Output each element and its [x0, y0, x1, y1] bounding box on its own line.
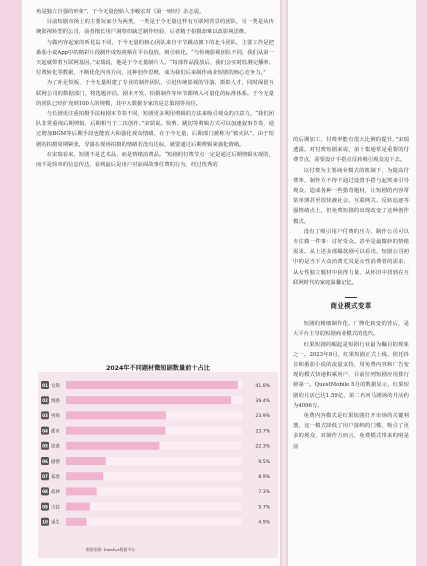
category-label: 古装 — [51, 505, 60, 511]
paragraph: 与做内容起家的听花岛不同，于今无量的核心团队来自字节跳动旗下的北斗团队，主要工作是把番茄小说App中的精彩片段制作成短视频在平台投放，吸引转化。“与传统影视团队不同，我们从第一天起就带着互联网基因。”宋瑞说，他是于今无量制片人。“每部作品投放后，我们会实时监测完播率、付费转化等数据，不断优化内容方向，这种创作思维，成为我们后来制作商业短剧的核心竞争力。” — [36, 39, 274, 77]
paragraph: 与长剧更注重拍摄手法和剧本节奏不同，短剧更多利用剪辑的方法来吸引观众的注意力。“我们团队非常重视后期剪辑，后期相当于二次创作。”宋瑞说。快剪、跳切等剪辑方式可以加速叙事节奏，通过增加BGM等后期手段也能放大和强化观众情绪。在于今无量，后期部门被称为“救火队”，由于短剧的拍摄周期紧张，导演在现场拍摄的情绪若没有达标，就要通过后期剪辑来强化情绪。 — [36, 111, 274, 148]
rank-label: 10 — [42, 519, 48, 525]
category-label: 家庭 — [51, 475, 60, 480]
paragraph: 为了补足短板，于今无量组建了专业的制作团队，引进传统影视的导演、摄影人才，同时保留互联网公司的数据部门，将选题评估、剧本开发、拍摄制作等环节都纳入可量化的标准体系。于今无量的团队已经扩充到100人的规模，其中大数据专家的是总策剧等岗位。 — [36, 80, 274, 107]
category-label: 逆袭 — [51, 444, 60, 450]
paragraph: 没有了吸引用户付费的压力，制作公司可以专注做一件事：讨好受众。甚至是最微妙的情绪需求。从上述多部爆款剧可以看出，短剧公司初中的是当下大众消费尤其是女性消费者的需求；从女性独立题材中获得力量，从怀旧中找到在互联网时代的家庭温馨记忆。 — [293, 228, 409, 286]
bar — [66, 457, 106, 465]
chart-source: 数据来源: DataEye数据平台 — [86, 547, 135, 552]
paragraph: 角是独立自强的形象”，于今无量创始人李峻宏对《第一财经》杂志说。 — [36, 9, 205, 15]
category-label: 男频 — [51, 414, 60, 420]
rank-label: 08 — [42, 489, 48, 495]
rank-label: 01 — [42, 382, 48, 388]
rank-label: 04 — [42, 428, 48, 434]
bar — [66, 487, 97, 495]
chart-title: 2024年不同题材微短剧数量前十占比 — [106, 365, 210, 372]
rank-label: 09 — [42, 504, 48, 510]
paragraph: 的后期加工，付费率能有很大比例的提升。”宋瑞透露。对付费短剧来说，第十集通常是重要的付费节点，需要设计手搭点反转吸引观众追下去。 — [293, 137, 409, 164]
bar — [66, 518, 87, 526]
bar — [66, 472, 103, 480]
chart-svg — [38, 372, 278, 558]
bar-track — [66, 518, 242, 526]
paragraph: 红果短剧的崛起是短剧行业最为瞩目的现象之一。2023年8月，红果短剧正式上线，依托抖音和番茄小说的流量支持，用免费内容和广告变现的模式快速积累用户，目前位列短剧应用排行榜第一。QuestMobile 5月的数据显示，红果短剧的月活已达1.59亿，第二名河马剧场的月活约为4096万。 — [293, 341, 409, 409]
rank-label: 05 — [42, 443, 48, 449]
category-label: 战神 — [51, 490, 60, 496]
bar — [66, 381, 238, 389]
paragraph: 在宋瑞看来，短剧不是艺术品，而是情绪消费品。“短剧的付费节点一定是通过后期剪辑实现的，而不是简单的信息传达，看到最后是用户对前面故事付费的行为，经过优秀的 — [36, 151, 274, 169]
value-label: 9.5% — [258, 459, 270, 465]
bar — [66, 427, 165, 435]
category-label: 女频 — [51, 383, 60, 389]
bar-track — [66, 503, 242, 511]
left-column-text — [36, 7, 274, 170]
rank-label: 07 — [42, 474, 48, 479]
right-column-text — [293, 135, 409, 452]
value-label: 8.9% — [258, 475, 270, 480]
rank-label: 02 — [42, 398, 48, 403]
value-label: 23.7% — [255, 429, 270, 435]
paragraph: 以付费为主要商业模式的机制下，为提高付费率，制作方不得不通过设置手搭与起埃来引导观众，造成各种一些猎奇题材，让短剧的内容常常单薄甚至很快被社会、互联网关、反转追逐等强情绪点上，但免费短剧的出现改变了这种创作模式。 — [293, 167, 409, 225]
value-label: 22.3% — [255, 444, 270, 450]
category-label: 重生 — [51, 520, 60, 526]
value-label: 4.9% — [258, 520, 270, 526]
category-label: 情感 — [51, 399, 60, 404]
paragraph: 免费内容模式是红果短剧打开市场的关键利器，这一模式降低了用户接纳的门槛，吸引了更多的观众，对制作方而言，免费模式带来的明是前 — [293, 413, 409, 450]
section-title: 商业模式变革 — [330, 302, 372, 311]
value-label: 5.7% — [258, 505, 270, 511]
value-label: 23.9% — [255, 414, 270, 420]
section-divider — [345, 297, 357, 298]
bar — [66, 503, 90, 511]
value-label: 39.4% — [255, 399, 270, 404]
bar — [66, 411, 166, 419]
category-label: 剧情 — [51, 459, 60, 465]
bar — [66, 442, 159, 450]
category-label: 都市 — [51, 429, 60, 435]
bar — [66, 396, 231, 404]
paragraph: 目前短剧市场上的主要玩家分为两类，一类是于今无量这样有互联网背景的团队，另一类是从传统影视转型的公司，前者擅长用户洞察但缺乏制作经验，后者精于拍摄却难以改影视思维。 — [36, 19, 274, 36]
value-label: 7.3% — [258, 490, 270, 496]
book-spine — [280, 0, 288, 566]
rank-label: 03 — [42, 413, 48, 419]
value-label: 41.0% — [255, 383, 270, 389]
bar-chart — [38, 365, 278, 558]
paragraph: 短剧的精细制作化、厂牌化转变的背后，是大平台主导的短剧商业模式的迭代。 — [293, 321, 409, 338]
rank-label: 06 — [42, 458, 48, 464]
